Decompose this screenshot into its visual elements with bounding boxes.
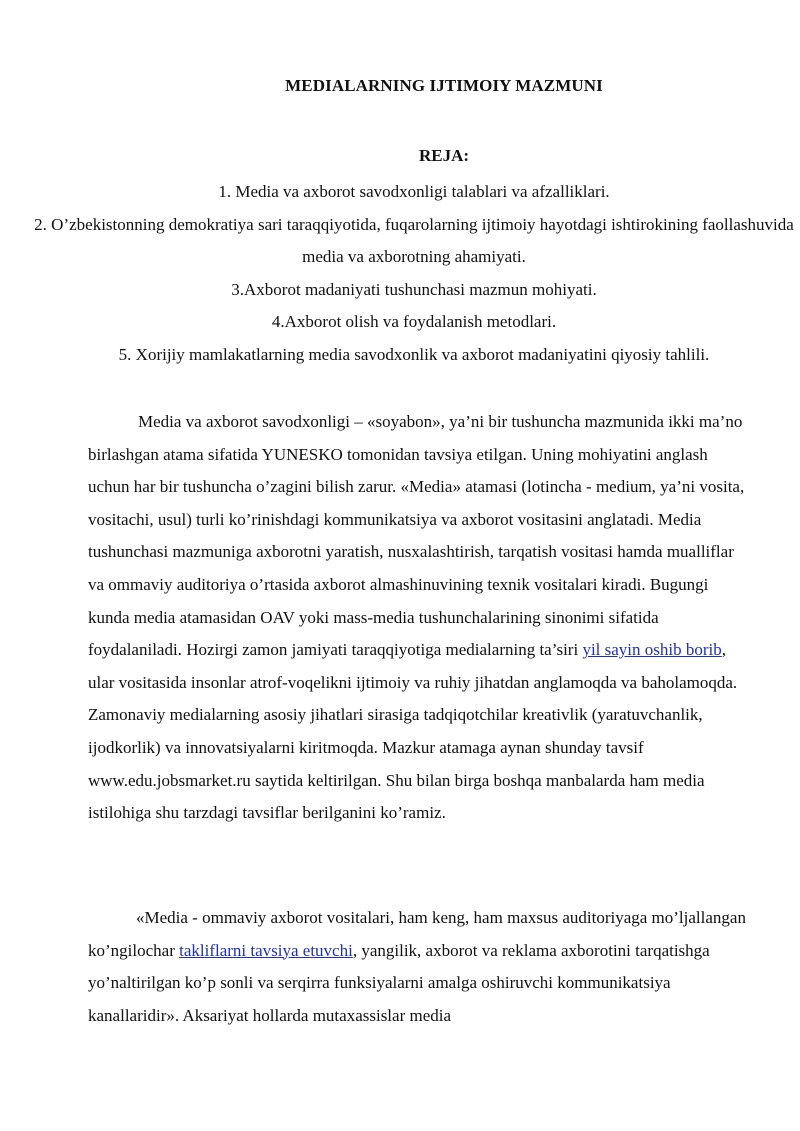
plan-item-5: 5. Xorijiy mamlakatlarning media savodxonlik va axborot madaniyatini qiyosiy tahlili. <box>118 344 710 364</box>
plan-heading: REJA: <box>418 146 470 165</box>
plan-list <box>28 176 800 371</box>
plan-item-1: 1. Media va axborot savodxonligi talablari va afzalliklari. <box>218 182 610 201</box>
paragraph-1-text-start: Media va axborot savodxonligi – «soyabon», ya’ni bir tushuncha mazmunida ikki ma’no birlashgan atama sifatida YUNESKO tomonidan tavsiya etilgan. Uning mohiyatini anglash uchun har bir tushuncha o’zagini bilish zarur. «Media» atamasi (lotincha - medium, ya’ni vosita, vositachi, usul) turli ko’rinishdagi kommunikatsiya va axborot vositasini anglatadi. Media tushunchasi mazmuniga axborotni yaratish, nusxalashtirish, tarqatish vositasi hamda mualliflar va ommaviy auditoriya o’rtasida axborot almashinuvining texnik vositalari kiradi. Bugungi kunda media atamasidan OAV yoki mass-media tushunchalarining sinonimi sifatida foydalaniladi. Hozirgi zamon jamiyati taraqqiyotiga medialarning ta’siri <box>88 412 745 660</box>
paragraph-1-link[interactable]: yil sayin oshib borib <box>582 640 722 660</box>
plan-item-2: 2. O’zbekistonning demokratiya sari taraqqiyotida, fuqarolarning ijtimoiy hayotdagi ishtirokining faollashuvida media va axborotning ahamiyati. <box>34 214 794 266</box>
plan-item-4: 4.Axborot olish va foydalanish metodlari. <box>271 312 557 331</box>
paragraph-1-text-end: , ular vositasida insonlar atrof-voqelikni ijtimoiy va ruhiy jihatdan anglamoqda va baholamoqda. Zamonaviy medialarning asosiy jihatlari sirasiga tadqiqotchilar kreativlik (yaratuvchanlik, ijodkorlik) va innovatsiyalarni kiritmoqda. Mazkur atamaga aynan shunday tavsif www.edu.jobsmarket.ru saytida keltirilgan. Shu bilan birga boshqa manbalarda ham media istilohiga shu tarzdagi tavsiflar berilganini ko’ramiz. <box>88 640 738 823</box>
plan-item-3: 3.Axborot madaniyati tushunchasi mazmun mohiyati. <box>231 279 597 299</box>
paragraph-2-link[interactable]: takliflarni tavsiya etuvchi <box>179 940 353 960</box>
document-title: MEDIALARNING IJTIMOIY MAZMUNI <box>285 76 603 95</box>
paragraph-2-text-end: , yangilik, axborot va reklama axborotini tarqatishga yo’naltirilgan ko’p sonli va serqirra funksiyalarni amalga oshiruvchi kommunikatsiya kanallaridir». Aksariyat hollarda mutaxassislar media <box>88 940 710 1025</box>
paragraph-2-text-start: «Media - ommaviy axborot vositalari, ham keng, ham maxsus auditoriyaga mo’ljallangan ko’ngilochar <box>88 908 746 960</box>
body-paragraph-2 <box>88 902 748 1032</box>
body-paragraph-1 <box>88 406 748 830</box>
